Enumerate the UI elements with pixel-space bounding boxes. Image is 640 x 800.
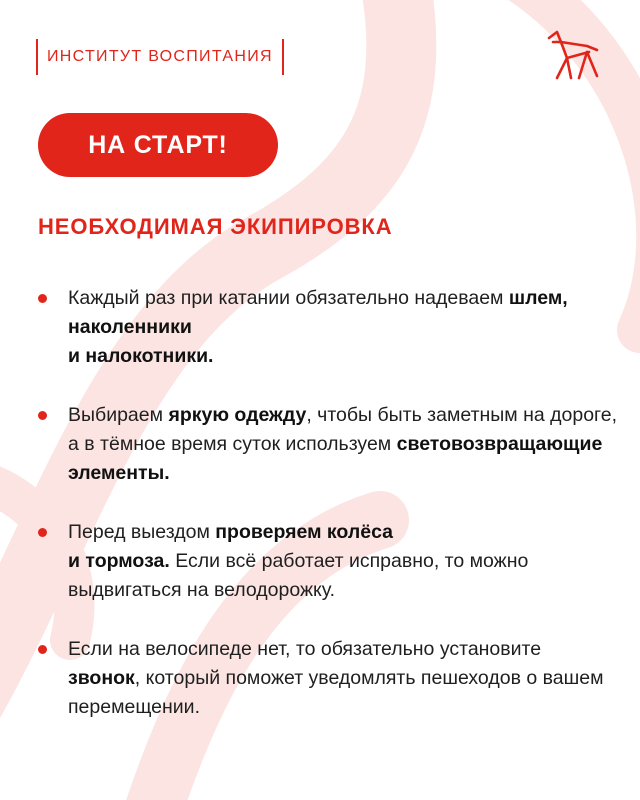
emphasis-text: световозвращающие элементы. xyxy=(68,433,603,484)
bullet-dot xyxy=(38,528,47,537)
body-text: Если всё работает исправно, то можно выдвигаться на велодорожку. xyxy=(68,550,529,601)
start-badge xyxy=(38,113,278,177)
body-text: , чтобы быть заметным на дороге, а в тёмное время суток используем xyxy=(68,404,617,455)
bullet-dot xyxy=(38,411,47,420)
body-text: Каждый раз при катании обязательно надеваем xyxy=(68,287,509,309)
brand-header xyxy=(36,38,284,76)
list-item-text xyxy=(68,635,618,722)
body-text: Выбираем xyxy=(68,404,169,426)
body-text: Если на велосипеде нет, то обязательно установите xyxy=(68,638,542,660)
emphasis-text: и налокотники. xyxy=(68,345,214,367)
emphasis-text: яркую одежду xyxy=(168,404,307,426)
section-title: НЕОБХОДИМАЯ ЭКИПИРОВКА xyxy=(38,214,393,239)
list-item xyxy=(38,401,618,488)
emphasis-text: и тормоза. xyxy=(68,550,170,572)
start-badge-label: НА СТАРТ! xyxy=(88,130,228,159)
horse-logo-icon xyxy=(543,30,601,82)
emphasis-text: проверяем колёса xyxy=(215,521,394,543)
equipment-list xyxy=(38,284,618,752)
list-item xyxy=(38,284,618,371)
list-item-text xyxy=(68,284,618,371)
body-text: , который поможет уведомлять пешеходов о вашем перемещении. xyxy=(68,667,604,718)
bullet-dot xyxy=(38,294,47,303)
list-item xyxy=(38,518,618,605)
emphasis-text: звонок xyxy=(68,667,135,689)
list-item-text xyxy=(68,401,618,488)
list-item xyxy=(38,635,618,722)
emphasis-text: шлем, наколенники xyxy=(68,287,568,338)
list-item-text xyxy=(68,518,618,605)
brand-divider-right xyxy=(282,39,284,75)
bullet-dot xyxy=(38,645,47,654)
brand-name: ИНСТИТУТ ВОСПИТАНИЯ xyxy=(47,48,273,65)
body-text: Перед выездом xyxy=(68,521,216,543)
